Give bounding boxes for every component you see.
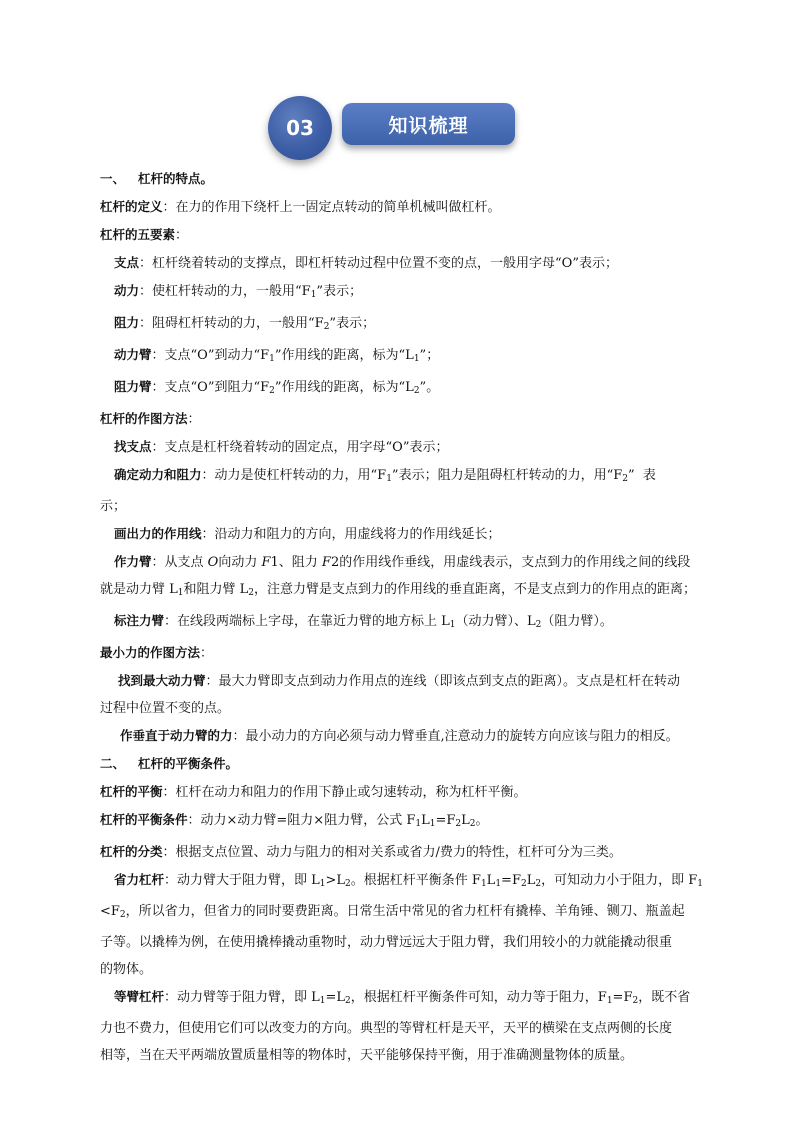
max-arm-step: 找到最大动力臂：最大力臂即支点到动力作用点的连线（即该点到支点的距离）。支点是杠杆在转动 (118, 673, 681, 689)
five-elements-heading: 杠杆的五要素： (100, 227, 189, 243)
equal-arm-lever-l2: 力也不费力，但使用它们可以改变力的方向。典型的等臂杠杆是天平，天平的横梁在支点两侧的长度 (100, 1021, 673, 1036)
perpendicular-force-step: 作垂直于动力臂的力：最小动力的方向必须与动力臂垂直,注意动力的旋转方向应该与阻力的相反。 (120, 728, 679, 744)
effort-arm-item: 动力臂：支点“O”到动力“$F_1$”作用线的距离，标为“$L_1$”； (114, 347, 440, 364)
section-heading-1: 一、 杠杆的特点。 (100, 171, 214, 186)
draw-lines-step: 画出力的作用线：沿动力和阻力的方向，用虚线将力的作用线延长； (114, 526, 501, 542)
resistance-arm-item: 阻力臂：支点“O”到阻力“$F_2$”作用线的距离，标为“$L_2$”。 (114, 379, 440, 396)
determine-forces-step: 确定动力和阻力：动力是使杠杆转动的力，用“$F_1$”表示；阻力是阻碍杠杆转动的力，用“$F_2$” 表 (114, 467, 656, 484)
resistance-item: 阻力：阻碍杠杆转动的力，一般用“$F_2$”表示； (114, 315, 376, 332)
document-body (100, 165, 716, 1069)
lever-definition: 杠杆的定义：在力的作用下绕杆上一固定点转动的简单机械叫做杠杆。 (100, 199, 501, 215)
balance-condition: 杠杆的平衡条件：动力×动力臂=阻力×阻力臂，公式 $F_1L_1=F_2L_2$。 (100, 812, 489, 829)
draw-arms-step: 作力臂：从支点 O向动力 F1、阻力 F2的作用线作垂线，用虚线表示，支点到力的作用线之间的线段 (114, 554, 691, 570)
determine-forces-step-cont: 示； (100, 499, 127, 514)
section-title: 知识梳理 (388, 114, 469, 137)
max-arm-step-cont: 过程中位置不变的点。 (100, 701, 231, 716)
section-title-banner (342, 103, 515, 145)
find-fulcrum-step: 找支点：支点是杠杆绕着转动的固定点，用字母“O”表示； (114, 439, 449, 455)
force-saving-lever-l4: 的物体。 (100, 962, 153, 977)
equal-arm-lever: 等臂杠杆：动力臂等于阻力臂，即 $L_1=L_2$，根据杠杆平衡条件可知，动力等于阻力，$F_1=F_2$，既不省 (114, 989, 691, 1006)
section-heading-2: 二、 杠杆的平衡条件。 (100, 756, 239, 771)
lever-balance: 杠杆的平衡：杠杆在动力和阻力的作用下静止或匀速转动，称为杠杆平衡。 (100, 784, 527, 800)
drawing-method-heading: 杠杆的作图方法： (100, 411, 201, 427)
section-number-badge (268, 96, 332, 160)
force-saving-lever-l2: $<F_2$，所以省力，但省力的同时要费距离。日常生活中常见的省力杠杆有撬棒、羊角锤、铡刀、瓶盖起 (100, 904, 685, 920)
min-force-heading: 最小力的作图方法： (100, 645, 214, 661)
force-saving-lever-l3: 子等。以撬棒为例，在使用撬棒撬动重物时，动力臂远远大于阻力臂，我们用较小的力就能撬动很重 (100, 935, 673, 950)
draw-arms-step-cont: 就是动力臂 $L_1$和阻力臂 $L_2$，注意力臂是支点到力的作用线的垂直距离，不是支点到力的作用点的距离； (100, 582, 697, 598)
force-saving-lever: 省力杠杆：动力臂大于阻力臂，即 $L_1>L_2$。根据杠杆平衡条件 $F_1L_1=F_2L_2$，可知动力小于阻力，即 $F_1$ (114, 872, 703, 889)
fulcrum-item: 支点：杠杆绕着转动的支撑点，即杠杆转动过程中位置不变的点，一般用字母“O”表示； (114, 255, 618, 271)
equal-arm-lever-l3: 相等，当在天平两端放置质量相等的物体时，天平能够保持平衡，用于准确测量物体的质量。 (100, 1048, 634, 1063)
effort-item: 动力：使杠杆转动的力，一般用“$F_1$”表示； (114, 283, 363, 300)
section-number: 03 (286, 116, 314, 140)
lever-classification: 杠杆的分类：根据支点位置、动力与阻力的相对关系或省力/费力的特性，杠杆可分为三类。 (100, 844, 622, 860)
mark-arms-step: 标注力臂：在线段两端标上字母，在靠近力臂的地方标上 $L_1$（动力臂）、$L_2$（阻力臂）。 (114, 613, 613, 630)
